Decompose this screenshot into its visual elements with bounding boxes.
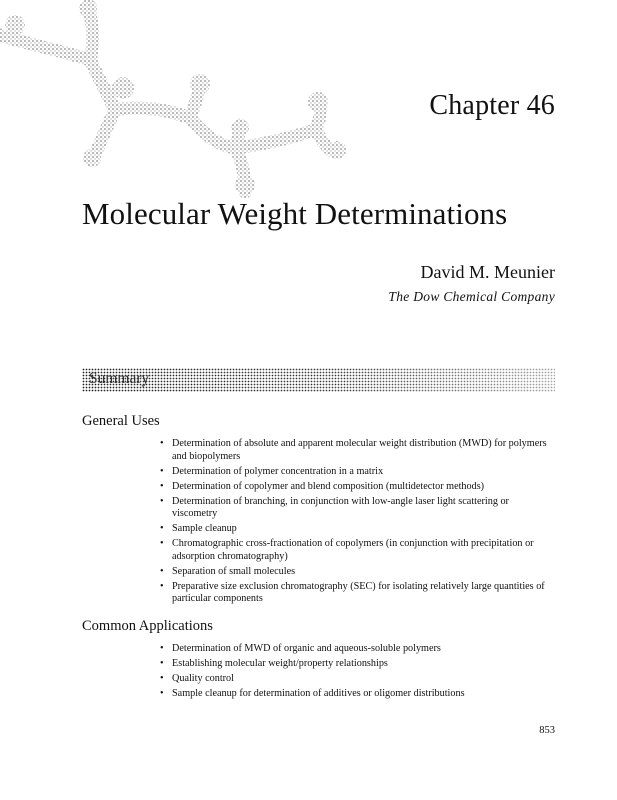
list-item: • Determination of branching, in conjunction with low-angle laser light scattering or viscometry [160,496,550,521]
chapter-number: Chapter 46 [429,90,555,121]
list-item: • Establishing molecular weight/property relationships [160,658,550,671]
list-item: • Determination of absolute and apparent molecular weight distribution (MWD) for polymers and biopolymers [160,438,550,463]
author-name: David M. Meunier [420,262,555,282]
list-item: • Sample cleanup for determination of additives or oligomer distributions [160,688,550,701]
list-item: • Determination of copolymer and blend composition (multidetector methods) [160,481,550,494]
list-item: • Separation of small molecules [160,566,550,579]
general-uses-heading: General Uses [82,413,160,429]
summary-banner [82,368,555,392]
list-item: • Sample cleanup [160,523,550,536]
list-item: • Quality control [160,673,550,686]
chapter-title: Molecular Weight Determinations [82,196,508,231]
summary-heading: Summary [89,370,150,387]
list-item: • Determination of polymer concentration in a matrix [160,466,550,479]
common-applications-list [160,643,550,703]
list-item: • Determination of MWD of organic and aqueous-soluble polymers [160,643,550,656]
list-item: • Preparative size exclusion chromatography (SEC) for isolating relatively large quantities of particular components [160,581,550,606]
molecule-illustration [0,0,360,200]
page-number: 853 [539,725,555,736]
list-item: • Chromatographic cross-fractionation of copolymers (in conjunction with precipitation or adsorption chromatography) [160,538,550,563]
author-affiliation: The Dow Chemical Company [388,289,555,304]
common-applications-heading: Common Applications [82,618,213,634]
general-uses-list [160,438,550,608]
